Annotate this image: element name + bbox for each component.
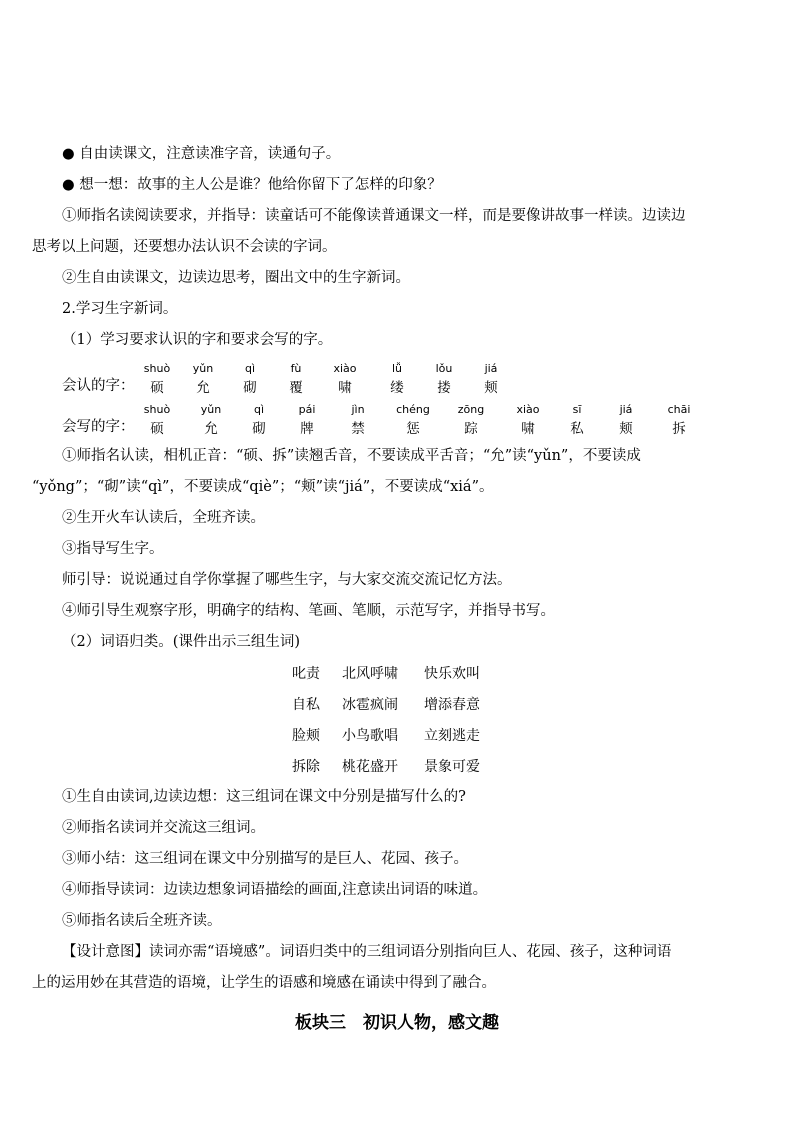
- pinyin: fù: [290, 362, 302, 375]
- word: 自私: [292, 697, 320, 713]
- paragraph-guide-read-words: ④师指导读词：边读边想象词语描绘的画面,注意读出词语的味道。: [62, 882, 488, 898]
- paragraph-teacher-prompt: 师引导：说说通过自学你掌握了哪些生字，与大家交流交流记忆方法。: [62, 572, 512, 588]
- word-group-row: [0, 725, 794, 745]
- paragraph-correct-pronunciation-cont: “yǒng”；“砌”读“qì”，不要读成“qiè”；“颊”读“jiá”，不要读成“xiá”。: [32, 479, 494, 495]
- hanzi: 啸: [338, 380, 352, 396]
- write-chars-table: [62, 403, 762, 437]
- pinyin: shuò: [143, 362, 171, 375]
- bullet-read-aloud: ● 自由读课文，注意读准字音，读通句子。: [62, 146, 341, 162]
- hanzi: 允: [204, 421, 218, 437]
- word: 拆除: [292, 759, 320, 775]
- pinyin: shuò: [143, 403, 171, 416]
- section-learn-words: 2.学习生字新词。: [62, 301, 178, 317]
- hanzi: 牌: [300, 421, 314, 437]
- word: 北风呼啸: [342, 666, 398, 682]
- paragraph-design-intent-cont: 上的运用妙在其营造的语境，让学生的语感和境感在诵读中得到了融合。: [32, 975, 496, 991]
- pinyin: chéng: [396, 403, 430, 416]
- pinyin: lǚ: [391, 362, 403, 375]
- paragraph-design-intent: 【设计意图】读词亦需“语境感”。词语归类中的三组词语分别指向巨人、花园、孩子，这种词语: [62, 944, 672, 960]
- hanzi: 啸: [521, 421, 535, 437]
- hanzi: 覆: [289, 380, 303, 396]
- word: 叱责: [292, 666, 320, 682]
- pinyin: qì: [244, 362, 256, 375]
- paragraph-exchange-words: ②师指名读词并交流这三组词。: [62, 820, 265, 836]
- hanzi: 砌: [243, 380, 257, 396]
- pinyin: zōng: [457, 403, 485, 416]
- hanzi: 禁: [351, 421, 365, 437]
- word-group-row: [0, 663, 794, 683]
- paragraph-student-read: ②生自由读课文，边读边思考，圈出文中的生字新词。: [62, 270, 410, 286]
- word: 立刻逃走: [424, 728, 480, 744]
- word: 增添春意: [424, 697, 480, 713]
- subsection-word-groups: （2）词语归类。(课件出示三组生词): [62, 634, 301, 650]
- section-heading: 板块三 初识人物，感文趣: [295, 1013, 499, 1033]
- recognize-label: 会认的字：: [62, 378, 135, 394]
- hanzi: 私: [570, 421, 584, 437]
- paragraph-class-read: ⑤师指名读后全班齐读。: [62, 913, 222, 929]
- hanzi: 硕: [150, 421, 164, 437]
- word-group-row: [0, 756, 794, 776]
- hanzi: 惩: [406, 421, 420, 437]
- word: 景象可爱: [424, 759, 480, 775]
- recognize-chars-table: [62, 362, 762, 396]
- word: 脸颊: [292, 728, 320, 744]
- hanzi: 搂: [437, 380, 451, 396]
- word: 快乐欢叫: [424, 666, 480, 682]
- hanzi: 颊: [619, 421, 633, 437]
- word: 桃花盛开: [342, 759, 398, 775]
- hanzi: 硕: [150, 380, 164, 396]
- subsection-required-chars: （1）学习要求认识的字和要求会写的字。: [62, 332, 333, 348]
- pinyin: jiá: [619, 403, 633, 416]
- hanzi: 拆: [672, 421, 686, 437]
- pinyin: sī: [572, 403, 582, 416]
- hanzi: 颊: [484, 380, 498, 396]
- paragraph-train-reading: ②生开火车认读后，全班齐读。: [62, 510, 265, 526]
- hanzi: 砌: [252, 421, 266, 437]
- bullet-think: ● 想一想：故事的主人公是谁？他给你留下了怎样的印象？: [62, 177, 442, 193]
- paragraph-observe-glyphs: ④师引导生观察字形，明确字的结构、笔画、笔顺，示范写字，并指导书写。: [62, 603, 555, 619]
- hanzi: 允: [196, 380, 210, 396]
- paragraph-free-read-words: ①生自由读词,边读边想：这三组词在课文中分别是描写什么的?: [62, 789, 466, 805]
- pinyin: jìn: [351, 403, 365, 416]
- pinyin: xiào: [516, 403, 540, 416]
- word: 冰雹疯闹: [342, 697, 398, 713]
- pinyin: chāi: [667, 403, 691, 416]
- hanzi: 缕: [390, 380, 404, 396]
- pinyin: yǔn: [200, 403, 222, 416]
- paragraph-summary: ③师小结：这三组词在课文中分别描写的是巨人、花园、孩子。: [62, 851, 468, 867]
- pinyin: qì: [253, 403, 265, 416]
- pinyin: jiá: [484, 362, 498, 375]
- pinyin: yǔn: [192, 362, 214, 375]
- paragraph-correct-pronunciation: ①师指名认读，相机正音：“硕、拆”读翘舌音，不要读成平舌音；“允”读“yǔn”，不要读成: [62, 448, 641, 464]
- word: 小鸟歌唱: [342, 728, 398, 744]
- pinyin: pái: [298, 403, 316, 416]
- pinyin: lǒu: [435, 362, 453, 375]
- write-label: 会写的字：: [62, 419, 135, 435]
- word-group-row: [0, 694, 794, 714]
- pinyin: xiào: [333, 362, 357, 375]
- paragraph-guide-writing: ③指导写生字。: [62, 541, 164, 557]
- paragraph-teacher-guide-1-cont: 思考以上问题，还要想办法认识不会读的字词。: [32, 239, 337, 255]
- paragraph-teacher-guide-1: ①师指名读阅读要求，并指导：读童话可不能像读普通课文一样，而是要像讲故事一样读。边读边: [62, 208, 686, 224]
- hanzi: 踪: [464, 421, 478, 437]
